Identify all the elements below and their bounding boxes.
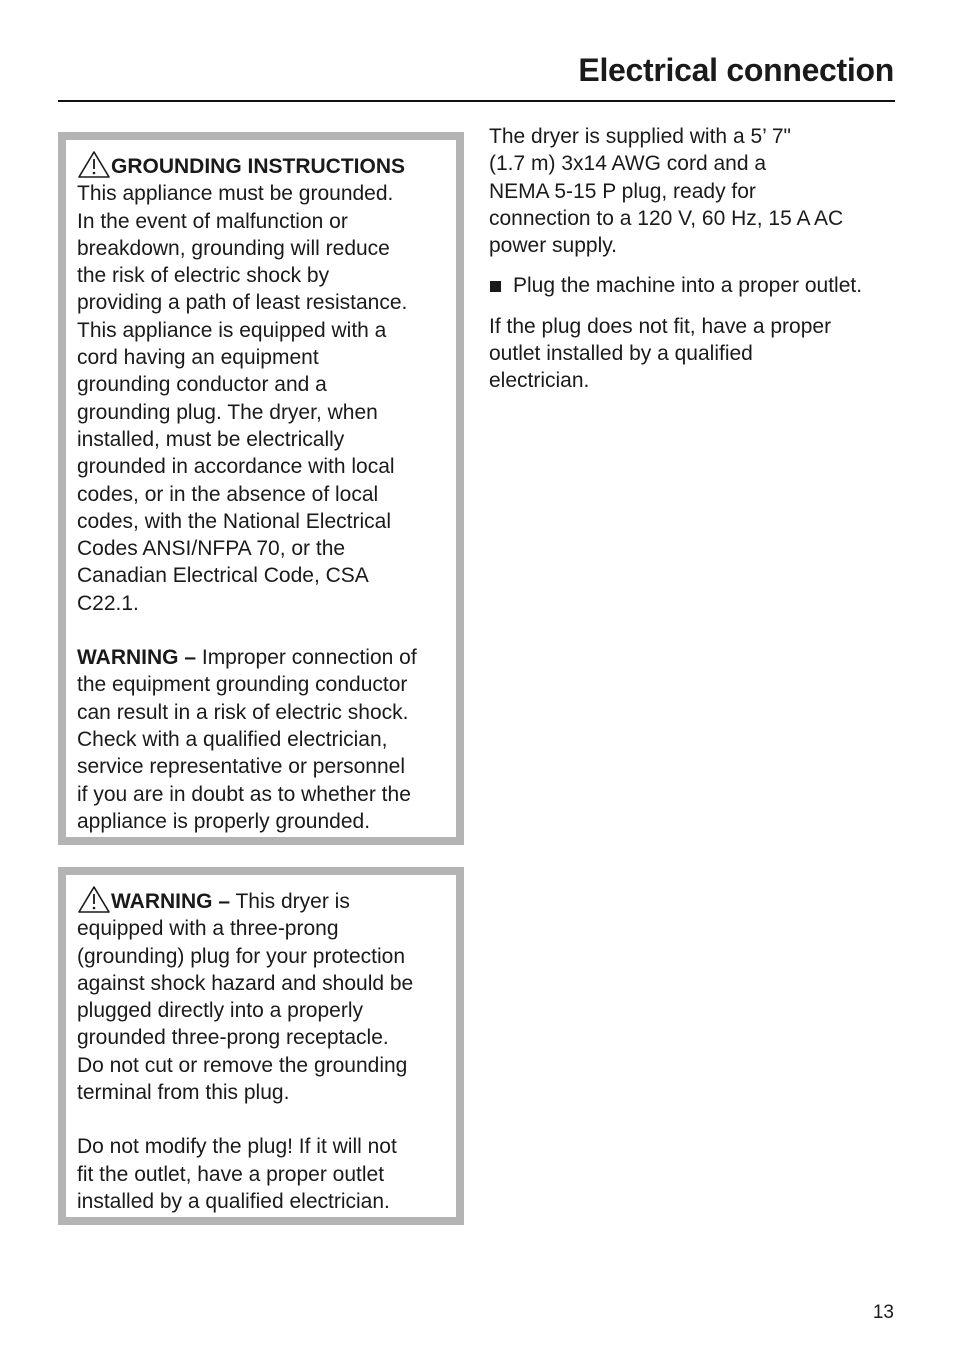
plug-warning-line: against shock hazard and should be: [77, 971, 414, 995]
grounding-line: grounding conductor and a: [77, 373, 327, 397]
supply-line: (1.7 m) 3x14 AWG cord and a: [489, 152, 767, 176]
grounding-line: cord having an equipment: [77, 346, 319, 370]
grounding-line: This appliance must be grounded.: [77, 182, 394, 206]
plug-warning-line: equipped with a three-prong: [77, 917, 339, 941]
do-not-modify-text: [77, 1133, 448, 1215]
warning-line: Check with a qualified electrician,: [77, 727, 388, 751]
plug-warning-line: terminal from this plug.: [77, 1081, 290, 1105]
list-item: [489, 272, 904, 299]
plug-warning-line: Do not cut or remove the grounding: [77, 1053, 408, 1077]
grounding-line: the risk of electric shock by: [77, 264, 330, 288]
grounding-instructions-box: [58, 132, 464, 845]
grounding-line: Codes ANSI/NFPA 70, or the: [77, 537, 346, 561]
plug-warning-box: [58, 867, 464, 1225]
modify-line: installed by a qualified electrician.: [77, 1189, 390, 1213]
plug-warning-line: plugged directly into a properly: [77, 999, 364, 1023]
plug-fit-line: outlet installed by a qualified: [489, 342, 753, 366]
grounding-line: grounding plug. The dryer, when: [77, 400, 378, 424]
warning-triangle-icon: [77, 150, 111, 178]
supply-line: The dryer is supplied with a 5’ 7": [489, 125, 791, 148]
supply-line: connection to a 120 V, 60 Hz, 15 A AC: [489, 206, 844, 230]
grounding-instructions-text: [77, 150, 448, 617]
modify-line: Do not modify the plug! If it will not: [77, 1135, 397, 1159]
warning-line: service representative or personnel: [77, 755, 406, 779]
plug-warning-text: [77, 885, 448, 1106]
supply-line: power supply.: [489, 234, 618, 258]
plug-fit-paragraph: [489, 313, 904, 395]
plug-warning-line: This dryer is: [235, 890, 350, 913]
title-divider: [58, 100, 895, 102]
plug-fit-line: electrician.: [489, 369, 590, 393]
grounding-line: codes, or in the absence of local: [77, 482, 379, 506]
page-title: Electrical connection: [578, 52, 894, 88]
grounding-warning-text: [77, 644, 448, 835]
modify-line: fit the outlet, have a proper outlet: [77, 1162, 385, 1186]
supply-line: NEMA 5-15 P plug, ready for: [489, 179, 756, 203]
grounding-line: breakdown, grounding will reduce: [77, 236, 390, 260]
grounding-line: This appliance is equipped with a: [77, 318, 387, 342]
grounding-line: installed, must be electrically: [77, 427, 345, 451]
warning-line: if you are in doubt as to whether the: [77, 782, 411, 806]
plug-warning-line: grounded three-prong receptacle.: [77, 1026, 389, 1050]
right-column: [489, 123, 904, 395]
supply-paragraph: [489, 123, 904, 259]
warning-label: WARNING –: [77, 646, 197, 670]
grounding-heading: GROUNDING INSTRUCTIONS: [111, 155, 405, 178]
page-number: 13: [872, 1302, 894, 1323]
grounding-line: codes, with the National Electrical: [77, 509, 391, 533]
warning-label: WARNING –: [111, 890, 231, 913]
warning-line: can result in a risk of electric shock.: [77, 700, 409, 724]
plug-fit-line: If the plug does not fit, have a proper: [489, 314, 832, 338]
grounding-line: grounded in accordance with local: [77, 455, 395, 479]
square-bullet-icon: [490, 281, 501, 292]
grounding-line: C22.1.: [77, 591, 139, 615]
warning-line: appliance is properly grounded.: [77, 809, 371, 833]
warning-line: the equipment grounding conductor: [77, 673, 408, 697]
grounding-line: Canadian Electrical Code, CSA: [77, 564, 369, 588]
grounding-line: In the event of malfunction or: [77, 209, 348, 233]
warning-triangle-icon: [77, 885, 111, 913]
warning-line: Improper connection of: [201, 646, 417, 670]
plug-warning-line: (grounding) plug for your protection: [77, 944, 406, 968]
grounding-line: providing a path of least resistance.: [77, 291, 408, 315]
bullet-text: Plug the machine into a proper outlet.: [513, 274, 863, 298]
